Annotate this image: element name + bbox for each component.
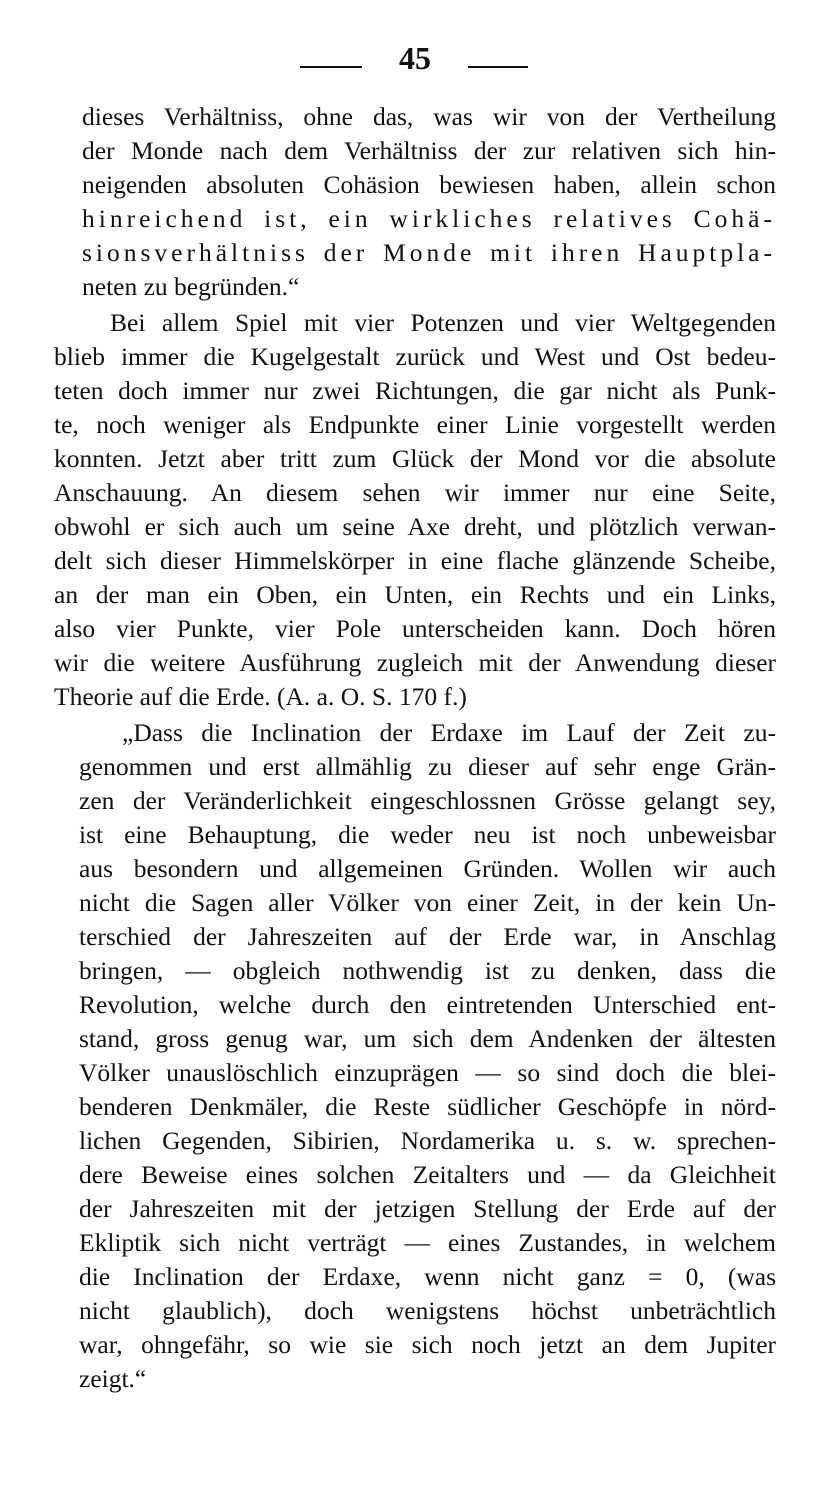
- text-line: der Jahreszeiten mit der jetzigen Stellung der Erde auf der: [79, 1194, 776, 1223]
- text-line: konnten. Jetzt aber tritt zum Glück der Mond vor die absolute: [54, 444, 776, 473]
- text-line: teten doch immer nur zwei Richtungen, die gar nicht als Punk-: [54, 376, 776, 405]
- text-line: die Inclination der Erdaxe, wenn nicht ganz = 0, (was: [79, 1262, 776, 1291]
- text-line: „Dass die Inclination der Erdaxe im Lauf der Zeit zu-: [122, 718, 776, 747]
- text-line: Revolution, welche durch den eintretenden Unterschied ent-: [79, 990, 776, 1019]
- text-line: bringen, — obgleich nothwendig ist zu denken, dass die: [79, 956, 776, 985]
- text-line: obwohl er sich auch um seine Axe dreht, und plötzlich verwan-: [54, 512, 776, 541]
- text-line: der Monde nach dem Verhältniss der zur relativen sich hin-: [82, 136, 776, 165]
- text-line: nicht glaublich), doch wenigstens höchst unbeträchtlich: [79, 1296, 776, 1325]
- text-line: nicht die Sagen aller Völker von einer Zeit, in der kein Un-: [79, 888, 776, 917]
- text-line: zen der Veränderlichkeit eingeschlossnen Grösse gelangt sey,: [79, 786, 776, 815]
- header-rule-right: [468, 66, 528, 68]
- text-line: Bei allem Spiel mit vier Potenzen und vier Weltgegenden: [110, 308, 776, 337]
- header-rule-left: [300, 66, 362, 68]
- text-line: blieb immer die Kugelgestalt zurück und West und Ost bedeu-: [54, 342, 776, 371]
- text-line: wir die weitere Ausführung zugleich mit der Anwendung dieser: [54, 648, 776, 677]
- text-line: lichen Gegenden, Sibirien, Nordamerika u. s. w. sprechen-: [79, 1126, 776, 1155]
- text-line: Anschauung. An diesem sehen wir immer nur eine Seite,: [54, 478, 776, 507]
- text-line: neten zu begründen.“: [82, 272, 300, 301]
- text-line: genommen und erst allmählig zu dieser auf sehr enge Grän-: [79, 752, 776, 781]
- text-line: ist eine Behauptung, die weder neu ist noch unbeweisbar: [79, 820, 776, 849]
- page-header: [0, 36, 830, 86]
- text-line: delt sich dieser Himmelskörper in eine flache glänzende Scheibe,: [54, 546, 776, 575]
- page-number: 45: [399, 40, 431, 76]
- text-line: stand, gross genug war, um sich dem Andenken der ältesten: [79, 1024, 776, 1053]
- text-line-spaced: hinreichend ist, ein wirkliches relatives Cohä-: [82, 204, 776, 233]
- text-line: an der man ein Oben, ein Unten, ein Rechts und ein Links,: [54, 580, 776, 609]
- text-line: also vier Punkte, vier Pole unterscheiden kann. Doch hören: [54, 614, 776, 643]
- text-line: war, ohngefähr, so wie sie sich noch jetzt an dem Jupiter: [79, 1330, 776, 1359]
- text-line: dere Beweise eines solchen Zeitalters und — da Gleichheit: [79, 1160, 776, 1189]
- text-line: neigenden absoluten Cohäsion bewiesen haben, allein schon: [82, 170, 776, 199]
- text-line: Ekliptik sich nicht verträgt — eines Zustandes, in welchem: [79, 1228, 776, 1257]
- text-line: dieses Verhältniss, ohne das, was wir von der Vertheilung: [82, 102, 776, 131]
- text-line-spaced: sionsverhältniss der Monde mit ihren Hauptpla-: [82, 238, 776, 267]
- text-line: Völker unauslöschlich einzuprägen — so sind doch die blei-: [79, 1058, 776, 1087]
- text-line: benderen Denkmäler, die Reste südlicher Geschöpfe in nörd-: [79, 1092, 776, 1121]
- text-line: te, noch weniger als Endpunkte einer Linie vorgestellt werden: [54, 410, 776, 439]
- text-line: terschied der Jahreszeiten auf der Erde war, in Anschlag: [79, 922, 776, 951]
- text-line: Theorie auf die Erde. (A. a. O. S. 170 f.): [54, 682, 467, 711]
- text-line: aus besondern und allgemeinen Gründen. Wollen wir auch: [79, 854, 776, 883]
- text-line: zeigt.“: [79, 1364, 147, 1393]
